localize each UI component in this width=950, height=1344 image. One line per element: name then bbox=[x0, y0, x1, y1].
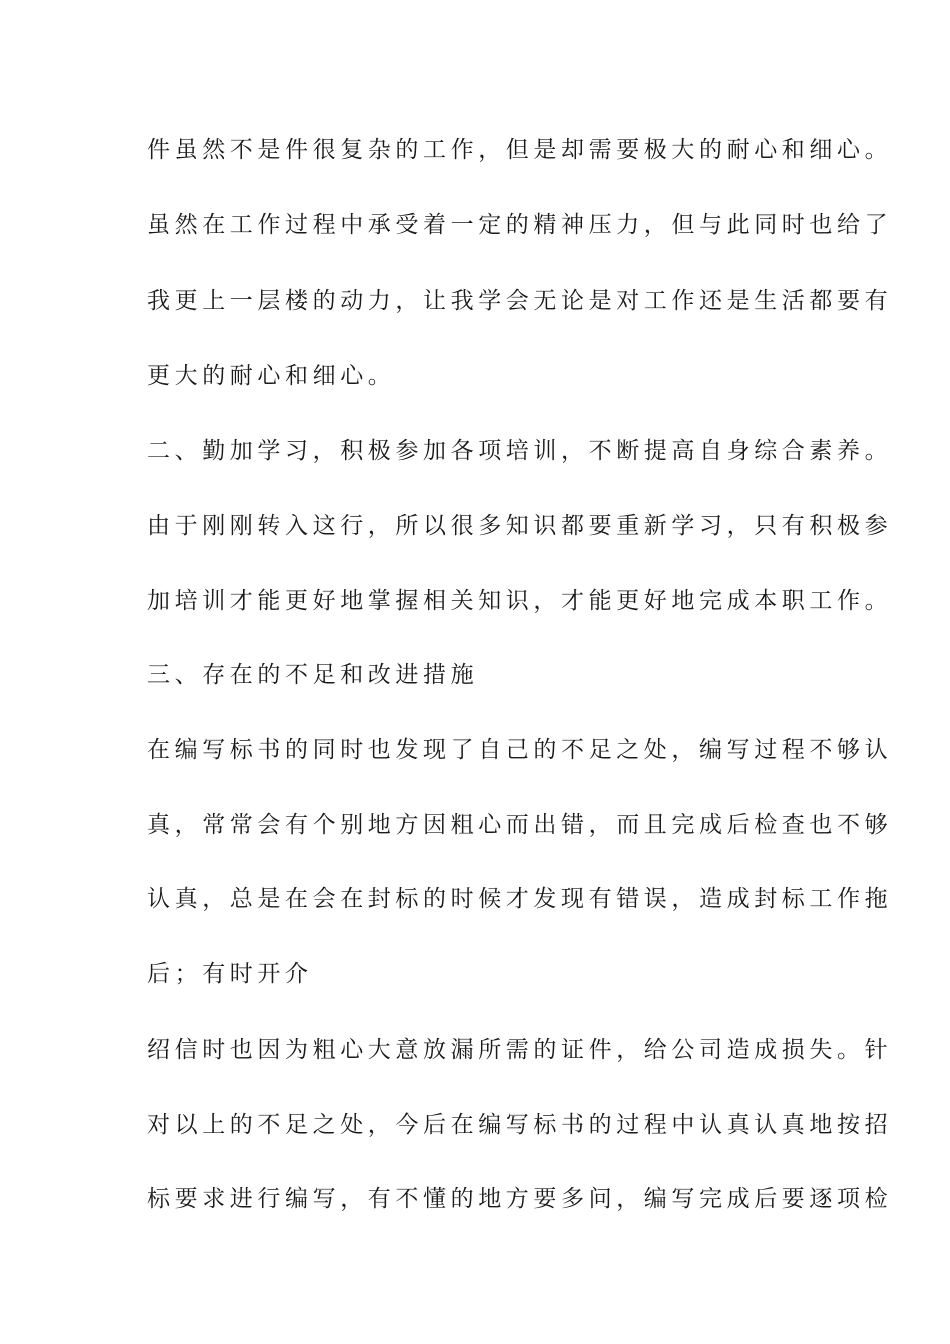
text-line: 加培训才能更好地掌握相关知识，才能更好地完成本职工作。 bbox=[147, 588, 893, 614]
text-line: 真，常常会有个别地方因粗心而出错，而且完成后检查也不够 bbox=[147, 812, 893, 838]
text-line: 绍信时也因为粗心大意放漏所需的证件，给公司造成损失。针 bbox=[147, 1037, 893, 1063]
text-line: 对以上的不足之处，今后在编写标书的过程中认真认真地按招 bbox=[147, 1112, 893, 1138]
text-line: 认真，总是在会在封标的时候才发现有错误，造成封标工作拖 bbox=[147, 886, 893, 912]
text-line: 由于刚刚转入这行，所以很多知识都要重新学习，只有积极参 bbox=[147, 513, 893, 539]
text-line: 虽然在工作过程中承受着一定的精神压力，但与此同时也给了 bbox=[147, 212, 893, 238]
text-line: 标要求进行编写，有不懂的地方要多问，编写完成后要逐项检 bbox=[147, 1186, 893, 1212]
text-line: 在编写标书的同时也发现了自己的不足之处，编写过程不够认 bbox=[147, 737, 893, 763]
section-heading: 二、勤加学习，积极参加各项培训，不断提高自身综合素养。 bbox=[147, 438, 893, 464]
text-line: 我更上一层楼的动力，让我学会无论是对工作还是生活都要有 bbox=[147, 288, 893, 314]
section-heading: 三、存在的不足和改进措施 bbox=[147, 662, 479, 688]
text-line: 后；有时开介 bbox=[147, 961, 313, 987]
text-line: 件虽然不是件很复杂的工作，但是却需要极大的耐心和细心。 bbox=[147, 137, 893, 163]
text-line: 更大的耐心和细心。 bbox=[147, 363, 396, 389]
